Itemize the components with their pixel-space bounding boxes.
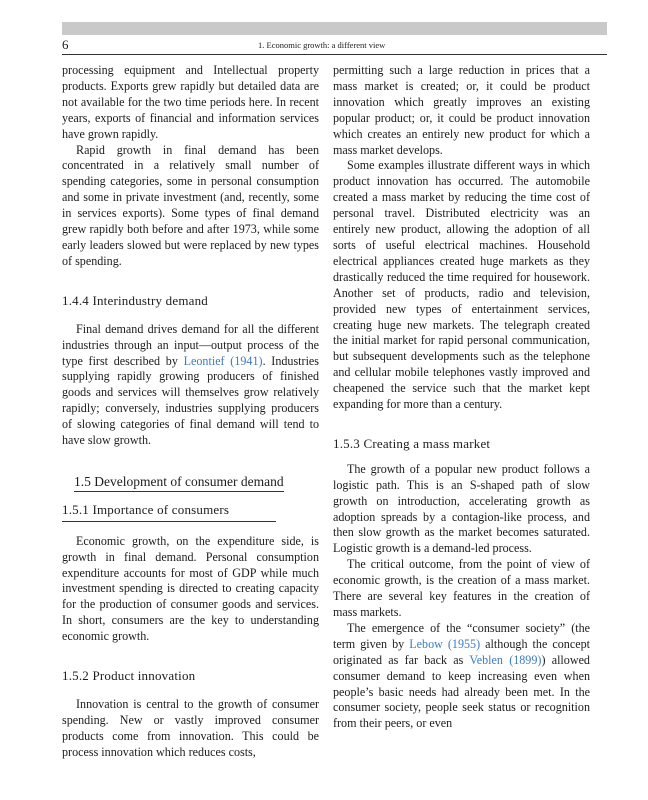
left-column (62, 63, 319, 761)
header-rule (62, 54, 607, 55)
paragraph: Rapid growth in final demand has been concentrated in a relatively small number of spending categories, some in personal consumption and some in private investment (and, recently, some in services exports). Some types of final demand grew rapidly both before and after 1973, while some early leaders slowed but were replaced by new types of spending. (62, 142, 319, 268)
paragraph (333, 621, 590, 732)
page-number: 6 (62, 37, 69, 52)
section-heading-development-of-consumer-demand (62, 474, 319, 490)
paragraph: permitting such a large reduction in prices that a mass market is created; or, it could be product innovation which greatly improves an existing popular product; or, it could be product innovation which creates an entirely new product for which a mass market develops. (333, 63, 590, 157)
citation-link-leontief[interactable]: Leontief (1941) (183, 353, 263, 368)
paragraph-text: ) allowed consumer demand to keep increasing even when people’s basic needs had already been met. In the consumer society, people seek status or recognition from their peers, or even (333, 652, 590, 731)
paragraph: processing equipment and Intellectual property products. Exports grew rapidly but detailed data are not available for the two time periods here. In recent years, exports of financial and information services have grown rapidly. (62, 63, 319, 141)
header-bar (62, 22, 607, 35)
right-column (333, 63, 590, 732)
paragraph (62, 322, 319, 449)
citation-link-lebow[interactable]: Lebow (1955) (409, 636, 481, 651)
paragraph-text: Final demand drives demand for all the different industries through an input—output process of the type first described by (62, 321, 319, 368)
section-heading-importance-of-consumers: 1.5.1 Importance of consumers (62, 502, 276, 522)
paragraph: Some examples illustrate different ways in which product innovation has occurred. The automobile created a mass market by reducing the time cost of personal travel. Distributed electricity was an entirely new product, allowing the adoption of all sorts of useful electrical machines. Household electrical appliances created huge markets as they drastically reduced the time required for housework. Another set of products, radio and television, provided new types of entertainment services, creating huge new markets. The telegraph created the initial market for rapid personal communication, but subsequent developments such as the telephone and cellular mobile telephones vastly improved and cheapened the service such that the market kept expanding for more than a century. (333, 158, 590, 412)
heading-text: 1.5 Development of consumer demand (74, 474, 284, 492)
running-head: 1. Economic growth: a different view (258, 40, 386, 50)
paragraph-text: The emergence of the “consumer society” (the term given by (333, 620, 590, 651)
paragraph: The critical outcome, from the point of view of economic growth, is the creation of a mass market. There are several key features in the creation of mass markets. (333, 557, 590, 619)
citation-link-veblen[interactable]: Veblen (1899) (469, 652, 542, 667)
section-heading-product-innovation: 1.5.2 Product innovation (62, 668, 196, 684)
paragraph-text: . Industries supplying rapidly growing producers of finished goods and services will themselves grow relatively rapidly; conversely, industries supplying producers of slowing categories of final demand will tend to have slow growth. (62, 353, 320, 448)
paragraph: Economic growth, on the expenditure side, is growth in final demand. Personal consumption expenditure accounts for most of GDP while much investment spending is directed to creating capacity for the production of consumer goods and services. In short, consumers are the key to understanding economic growth. (62, 533, 319, 644)
section-heading-interindustry-demand: 1.4.4 Interindustry demand (62, 292, 209, 308)
section-heading-creating-a-mass-market: 1.5.3 Creating a mass market (333, 435, 491, 451)
paragraph: The growth of a popular new product follows a logistic path. This is an S-shaped path of slow growth on introduction, accelerating growth as adoption spreads by a contagion-like process, and then slow growth as the market becomes saturated. Logistic growth is a demand-led process. (333, 461, 590, 556)
paragraph-text: although the concept originated as far back as (333, 636, 590, 667)
paragraph: Innovation is central to the growth of consumer spending. New or vastly improved consumer products come from innovation. This could be process innovation which reduces costs, (62, 697, 319, 759)
